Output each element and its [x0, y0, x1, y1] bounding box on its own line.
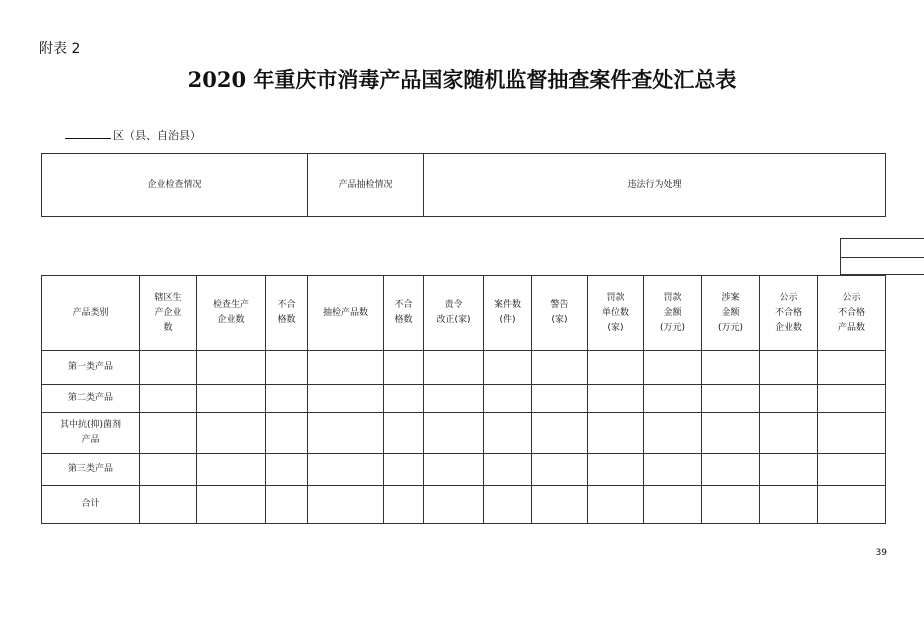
table-cell: [197, 385, 266, 413]
table-cell: [424, 486, 484, 524]
table-cell: [384, 351, 424, 385]
column-header-line: 企业数: [774, 322, 802, 333]
table-cell: [308, 413, 384, 454]
table-cell: [588, 486, 644, 524]
page-number: 39: [875, 548, 887, 558]
column-header: [384, 276, 424, 351]
column-header-line: 金额: [663, 307, 682, 318]
column-header-line: 不合: [277, 300, 296, 310]
table-stub-cell: [840, 257, 924, 275]
table-cell: [588, 385, 644, 413]
column-header-row: [42, 276, 886, 351]
table-cell: [532, 413, 588, 454]
table-cell: [197, 351, 266, 385]
table-cell: [484, 385, 532, 413]
column-header-line: 数: [163, 322, 173, 333]
row-label: [42, 385, 140, 413]
table-cell: [140, 486, 197, 524]
table-cell: [818, 454, 886, 486]
column-header-line: 产品数: [837, 322, 865, 333]
row-label: [42, 454, 140, 486]
column-header-line: 不合: [394, 300, 413, 310]
table-cell: [140, 413, 197, 454]
table-cell: [384, 486, 424, 524]
column-header: [588, 276, 644, 351]
table-cell: [424, 351, 484, 385]
row-label-line: 产品: [81, 435, 100, 445]
column-header-line: 单位数: [601, 307, 629, 318]
column-header-line: 公示: [779, 292, 798, 303]
table-cell: [140, 454, 197, 486]
table-cell: [424, 413, 484, 454]
table-cell: [644, 385, 702, 413]
column-header-line: 改正(家): [436, 315, 471, 325]
table-cell: [424, 454, 484, 486]
table-cell: [484, 486, 532, 524]
table-cell: [702, 385, 760, 413]
top-header-product: 产品抽检情况: [308, 154, 424, 217]
row-label-line: 合计: [81, 499, 100, 509]
table-cell: [266, 385, 308, 413]
table-cell: [266, 486, 308, 524]
table-cell: [644, 486, 702, 524]
row-label-line: 第三类产品: [67, 464, 113, 474]
table-cell: [588, 413, 644, 454]
summary-table: [41, 275, 886, 524]
row-label-line: 其中抗(抑)菌剂: [59, 420, 122, 430]
table-cell: [308, 351, 384, 385]
table-row: [42, 385, 886, 413]
column-header: [42, 276, 140, 351]
district-line: [65, 127, 201, 143]
row-label: [42, 486, 140, 524]
table-row: [42, 351, 886, 385]
column-header-line: 产品类别: [72, 307, 109, 318]
column-header: [702, 276, 760, 351]
table-cell: [818, 486, 886, 524]
column-header-line: 不合格: [774, 307, 802, 318]
table-cell: [644, 454, 702, 486]
row-label-line: 第一类产品: [67, 362, 113, 372]
page-title: 2020 年重庆市消毒产品国家随机监督抽查案件查处汇总表: [187, 67, 737, 92]
table-cell: [197, 413, 266, 454]
column-header-line: 罚款: [606, 292, 625, 303]
table-cell: [588, 454, 644, 486]
table-row: [42, 413, 886, 454]
column-header-line: 警告: [550, 300, 569, 310]
column-header-line: 检查生产: [212, 300, 249, 310]
district-blank: [65, 128, 111, 139]
column-header-line: 责令: [444, 300, 463, 310]
table-cell: [532, 454, 588, 486]
column-header-line: 公示: [842, 292, 861, 303]
row-label-line: 第二类产品: [67, 393, 113, 403]
table-cell: [484, 454, 532, 486]
row-label: [42, 413, 140, 454]
column-header-line: 罚款: [663, 292, 682, 303]
table-cell: [532, 351, 588, 385]
column-header: [532, 276, 588, 351]
column-header-line: (万元): [717, 322, 744, 333]
table-cell: [760, 454, 818, 486]
table-cell: [384, 413, 424, 454]
table-cell: [140, 385, 197, 413]
column-header-line: 格数: [277, 315, 296, 325]
table-cell: [702, 351, 760, 385]
table-cell: [818, 385, 886, 413]
table-cell: [760, 351, 818, 385]
column-header: [140, 276, 197, 351]
table-cell: [197, 486, 266, 524]
column-header-line: (件): [499, 315, 516, 325]
table-cell: [140, 351, 197, 385]
attachment-label: 附表 2: [39, 41, 81, 57]
column-header: [197, 276, 266, 351]
column-header-line: 涉案: [721, 292, 740, 303]
column-header: [818, 276, 886, 351]
table-cell: [588, 351, 644, 385]
table-row: [42, 486, 886, 524]
table-cell: [266, 454, 308, 486]
column-header-line: 不合格: [837, 307, 865, 318]
top-header-violation: 违法行为处理: [424, 154, 886, 217]
column-header-line: (家): [607, 322, 624, 333]
table-cell: [532, 385, 588, 413]
table-cell: [532, 486, 588, 524]
column-header: [266, 276, 308, 351]
summary-header-table: [41, 153, 886, 217]
table-cell: [308, 385, 384, 413]
column-header-line: 辖区生: [154, 292, 182, 303]
table-cell: [424, 385, 484, 413]
column-header: [760, 276, 818, 351]
table-cell: [760, 486, 818, 524]
table-cell: [818, 413, 886, 454]
column-header-line: (万元): [659, 322, 686, 333]
district-label: 区（县、自治县）: [113, 129, 201, 142]
table-cell: [760, 385, 818, 413]
table-cell: [484, 413, 532, 454]
column-header: [424, 276, 484, 351]
table-cell: [818, 351, 886, 385]
top-header-enterprise: 企业检查情况: [42, 154, 308, 217]
table-cell: [308, 454, 384, 486]
row-label: [42, 351, 140, 385]
table-cell: [266, 351, 308, 385]
column-header: [484, 276, 532, 351]
table-cell: [384, 454, 424, 486]
table-row: [42, 454, 886, 486]
table-cell: [197, 454, 266, 486]
table-cell: [384, 385, 424, 413]
column-header-line: 格数: [394, 315, 413, 325]
column-header-line: 企业数: [217, 315, 245, 325]
table-cell: [702, 413, 760, 454]
column-header-line: (家): [551, 315, 568, 325]
column-header: [644, 276, 702, 351]
table-cell: [308, 486, 384, 524]
column-header-line: 案件数: [493, 300, 521, 310]
table-cell: [702, 486, 760, 524]
column-header-line: 产企业: [154, 307, 182, 318]
table-cell: [702, 454, 760, 486]
table-cell: [760, 413, 818, 454]
column-header-line: 金额: [721, 307, 740, 318]
table-cell: [266, 413, 308, 454]
column-header-line: 抽检产品数: [322, 307, 368, 318]
table-cell: [484, 351, 532, 385]
table-cell: [644, 413, 702, 454]
column-header: [308, 276, 384, 351]
table-cell: [644, 351, 702, 385]
table-stub-cell: [840, 238, 924, 258]
